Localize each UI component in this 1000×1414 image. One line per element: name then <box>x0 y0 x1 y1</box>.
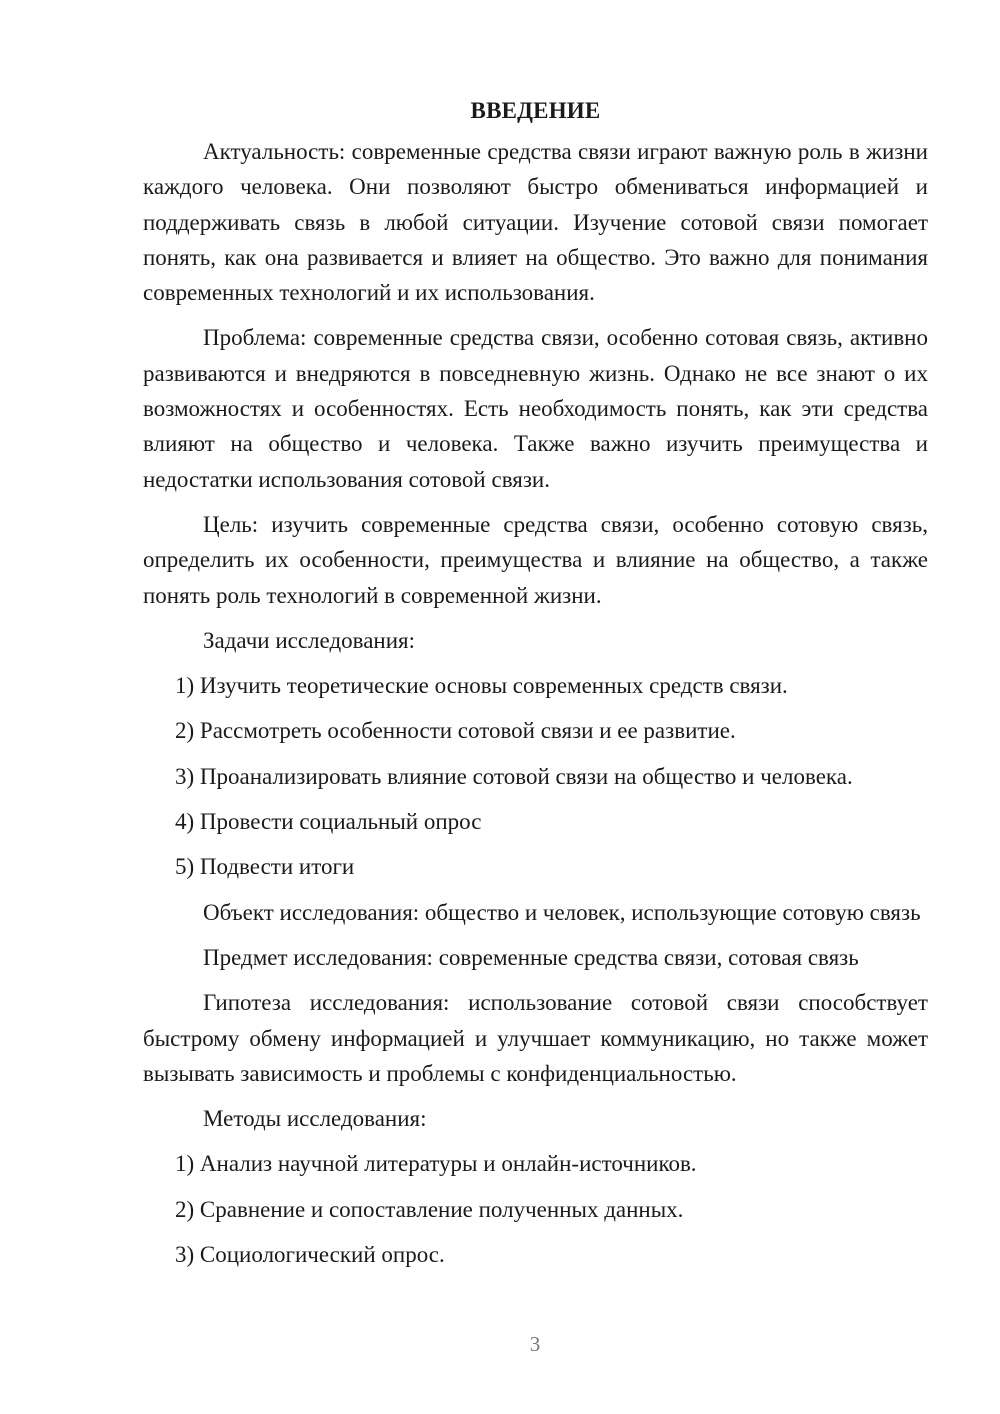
list-item: 2) Сравнение и сопоставление полученных данных. <box>175 1196 684 1222</box>
page-content <box>143 96 928 1282</box>
subject-paragraph: Предмет исследования: современные средства связи, сотовая связь <box>203 944 859 970</box>
list-item: 5) Подвести итоги <box>175 854 355 880</box>
relevance-paragraph: Актуальность: современные средства связи играют важную роль в жизни каждого человека. Они позволяют быстро обмениваться информацией и поддерживать связь в любой ситуации. Изучение сотовой связи помогает понять, как она развивается и влияет на общество. Это важно для понимания современных технологий и их использования. <box>143 139 928 306</box>
methods-label: Методы исследования: <box>203 1106 427 1132</box>
goal-paragraph: Цель: изучить современные средства связи, особенно сотовую связь, определить их особенности, преимущества и влияние на общество, а также понять роль технологий в современной жизни. <box>143 511 928 608</box>
list-item: 2) Рассмотреть особенности сотовой связи и ее развитие. <box>175 718 736 744</box>
hypothesis-paragraph: Гипотеза исследования: использование сотовой связи способствует быстрому обмену информацией и улучшает коммуникацию, но также может вызывать зависимость и проблемы с конфиденциальностью. <box>143 990 928 1086</box>
list-item: 4) Провести социальный опрос <box>175 809 482 835</box>
problem-paragraph: Проблема: современные средства связи, особенно сотовая связь, активно развиваются и внедряются в повседневную жизнь. Однако не все знают о их возможностях и особенностях. Есть необходимость понять, как эти средства влияют на общество и человека. Также важно изучить преимущества и недостатки использования сотовой связи. <box>143 325 928 492</box>
section-heading: ВВЕДЕНИЕ <box>470 98 601 123</box>
list-item: 1) Изучить теоретические основы современных средств связи. <box>175 673 788 699</box>
list-item: 3) Проанализировать влияние сотовой связи на общество и человека. <box>175 763 853 789</box>
list-item: 1) Анализ научной литературы и онлайн-источников. <box>175 1151 697 1177</box>
page-number: 3 <box>529 1332 541 1356</box>
tasks-label: Задачи исследования: <box>203 627 416 653</box>
object-paragraph: Объект исследования: общество и человек, использующие сотовую связь <box>203 899 921 925</box>
list-item: 3) Социологический опрос. <box>175 1242 445 1268</box>
tasks-list <box>143 668 928 884</box>
methods-list <box>143 1146 928 1272</box>
